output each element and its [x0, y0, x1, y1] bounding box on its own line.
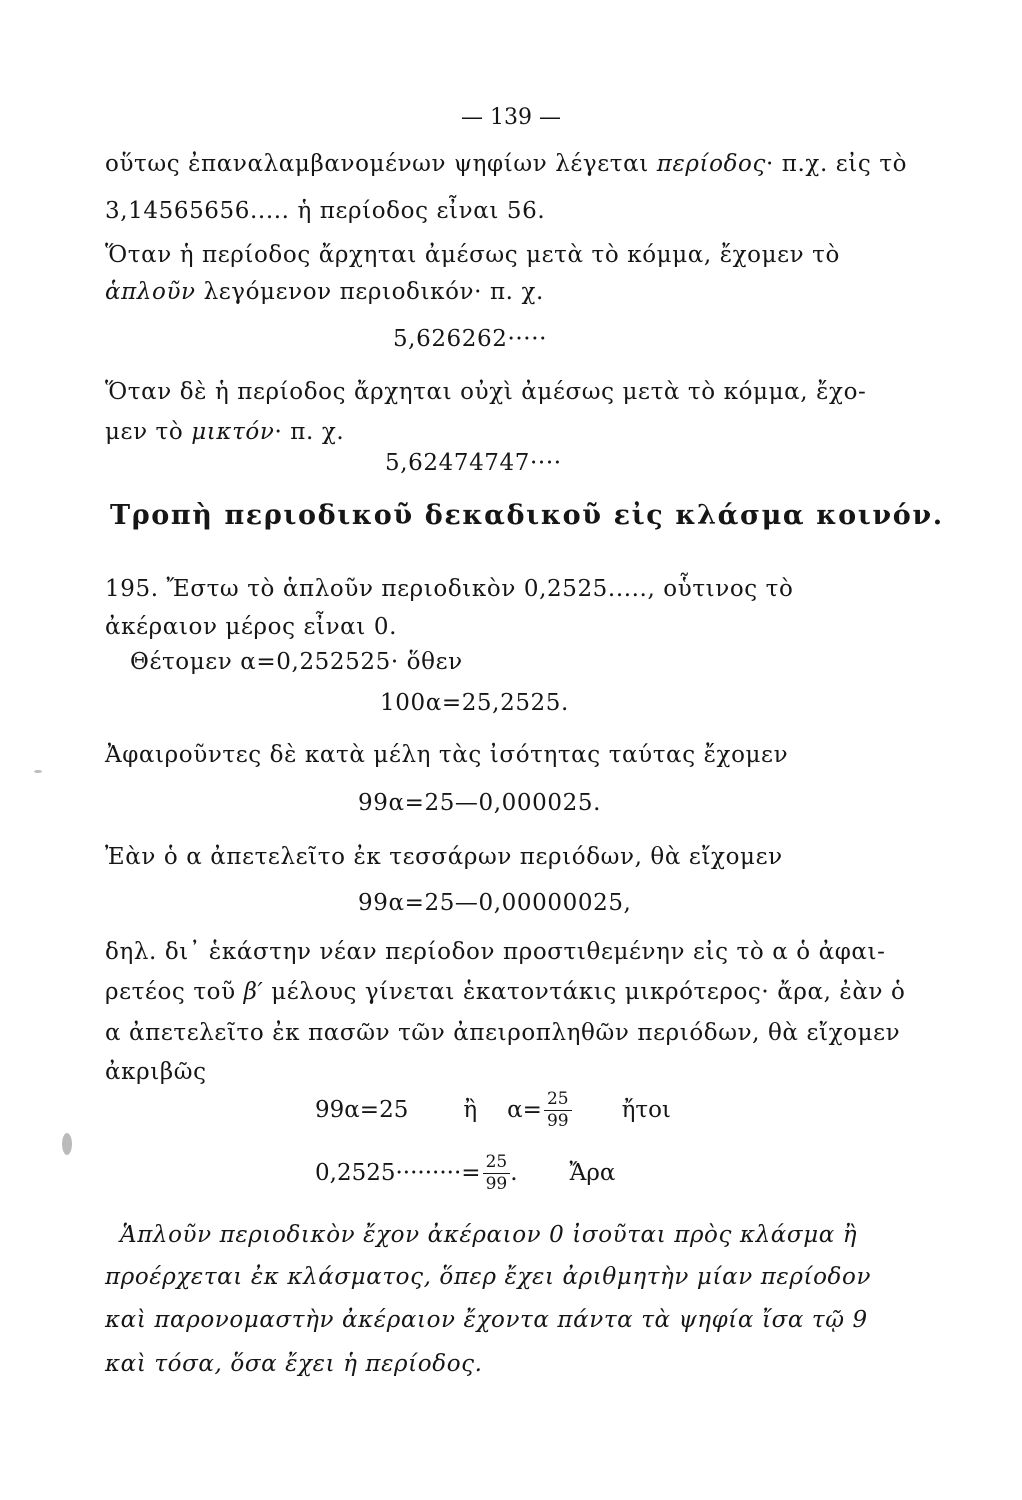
eq1-left: 99α=25 — [315, 1097, 409, 1123]
text-line-4 — [105, 275, 915, 309]
paragraph-195-line-3: Θέτομεν α=0,252525· ὅθεν — [130, 649, 463, 675]
fraction-a-denominator: 99 — [544, 1110, 572, 1130]
eq2-dot: . — [510, 1160, 518, 1186]
paragraph-delta-line-2-end: μέλους γίνεται ἑκατοντάκις μικρότερος· ἄρα, ἐὰν ὁ — [271, 979, 906, 1005]
text-line-1-end: · π.χ. εἰς τὸ — [765, 151, 908, 177]
text-line-7-start: μεν τὸ — [105, 419, 184, 445]
rule-line-3: καὶ παρονομαστὴν ἀκέραιον ἔχοντα πάντα τὰ ψηφία ἴσα τῷ 9 — [105, 1307, 868, 1333]
paragraph-delta-line-3: α ἀπετελεῖτο ἐκ πασῶν τῶν ἀπειροπληθῶν περιόδων, θὰ εἴχομεν — [105, 1020, 901, 1046]
rule-line-1: Ἁπλοῦν περιοδικὸν ἔχον ἀκέραιον 0 ἰσοῦται πρὸς κλάσμα ἢ — [120, 1222, 858, 1248]
text-line-1-start: οὕτως ἐπαναλαμβανομένων ψηφίων λέγεται — [105, 151, 649, 177]
fraction-b-numerator: 25 — [485, 1151, 508, 1172]
equation-row-2 — [315, 1143, 615, 1203]
rule-line-4: καὶ τόσα, ὅσα ἔχει ἡ περίοδος. — [105, 1351, 483, 1377]
equation-row-1 — [315, 1080, 671, 1140]
term-mikton: μικτόν — [191, 419, 275, 445]
member-beta: β′ — [243, 979, 264, 1005]
section-heading: Τροπὴ περιοδικοῦ δεκαδικοῦ εἰς κλάσμα κοινόν. — [110, 500, 944, 531]
page-number: — 139 — — [461, 105, 561, 130]
paragraph-delta-line-4: ἀκριβῶς — [105, 1059, 207, 1085]
text-line-7 — [105, 415, 915, 449]
example-mixed: 5,62474747···· — [385, 450, 562, 476]
term-aploun: ἁπλοῦν — [105, 279, 196, 305]
fraction-a-numerator: 25 — [546, 1088, 569, 1109]
paragraph-four-periods: Ἐὰν ὁ α ἀπετελεῖτο ἐκ τεσσάρων περιόδων, θὰ εἴχομεν — [105, 844, 783, 870]
example-simple: 5,626262····· — [392, 326, 548, 352]
text-line-2: 3,14565656..... ἡ περίοδος εἶναι 56. — [105, 198, 546, 224]
text-line-3: Ὅταν ἡ περίοδος ἄρχηται ἀμέσως μετὰ τὸ κόμμα, ἔχομεν τὸ — [105, 242, 840, 268]
eq1-or: ἢ — [463, 1097, 478, 1123]
term-periodos: περίοδος — [656, 151, 766, 177]
eq2-left: 0,2525·········= — [315, 1160, 481, 1186]
paragraph-delta-line-2-start: ρετέος τοῦ — [105, 979, 236, 1005]
text-line-1 — [105, 147, 915, 181]
text-line-7-end: · π. χ. — [274, 419, 345, 445]
equation-99a-first: 99α=25—0,000025. — [358, 790, 601, 816]
equation-100a: 100α=25,2525. — [380, 690, 569, 716]
rule-line-2: προέρχεται ἐκ κλάσματος, ὅπερ ἔχει ἀριθμητὴν μίαν περίοδον — [105, 1264, 872, 1290]
fraction-25-over-99-b — [483, 1151, 511, 1194]
margin-dash-mark — [34, 770, 42, 773]
ink-blot-mark — [62, 1133, 72, 1155]
eq1-right: ἤτοι — [621, 1097, 671, 1123]
fraction-25-over-99-a — [544, 1088, 572, 1131]
text-line-4-rest: λεγόμενον περιοδικόν· π. χ. — [203, 279, 544, 305]
fraction-b-denominator: 99 — [483, 1173, 511, 1193]
eq1-mid: α= — [507, 1097, 542, 1123]
paragraph-195-line-1: 195. Ἔστω τὸ ἁπλοῦν περιοδικὸν 0,2525....., οὗτινος τὸ — [105, 576, 794, 602]
eq2-right: Ἄρα — [569, 1160, 616, 1186]
paragraph-delta-line-2 — [105, 975, 915, 1009]
paragraph-subtract-line: Ἀφαιροῦντες δὲ κατὰ μέλη τὰς ἰσότητας ταύτας ἔχομεν — [105, 742, 789, 768]
text-line-6: Ὅταν δὲ ἡ περίοδος ἄρχηται οὐχὶ ἀμέσως μετὰ τὸ κόμμα, ἔχο- — [105, 379, 867, 405]
equation-99a-second: 99α=25—0,00000025, — [358, 890, 632, 916]
paragraph-195-line-2: ἀκέραιον μέρος εἶναι 0. — [105, 614, 397, 640]
paragraph-delta-line-1: δηλ. δι᾽ ἑκάστην νέαν περίοδον προστιθεμένην εἰς τὸ α ὁ ἀφαι- — [105, 939, 886, 965]
